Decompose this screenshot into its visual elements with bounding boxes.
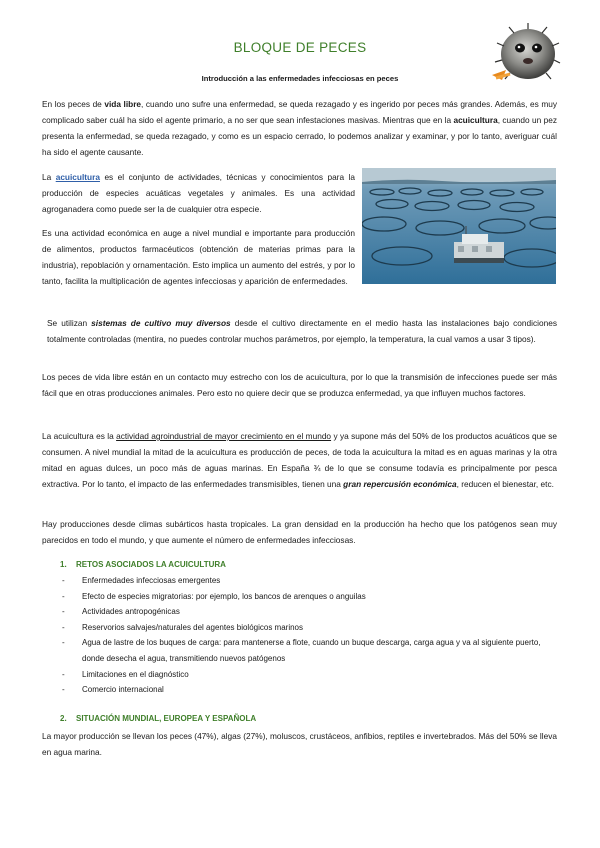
aquaculture-photo bbox=[362, 168, 556, 284]
paragraph-systems bbox=[47, 316, 557, 348]
text-run: La bbox=[42, 172, 56, 182]
text-run: desde el cultivo directamente en el medio hasta las instalaciones bajo condiciones totalmente controladas (mentira, no puedes controlar muchos parámetros, por ejemplo, la temperatura, la cual vamos a usar 3 tipos). bbox=[47, 318, 557, 344]
paragraph-economy: Es una actividad económica en auge a nivel mundial e importante para producción de alimentos, productos farmacéuticos (obtención de materias primas para la industria), repoblación y ornamentación. Esto implica un aumento del estrés, y por lo tanto, facilita la multiplicación de agentes infecciosas y aparición de enfermedades. bbox=[42, 228, 355, 286]
list-item bbox=[62, 682, 562, 698]
list-dash: - bbox=[62, 591, 65, 601]
section-title: RETOS ASOCIADOS LA ACUICULTURA bbox=[76, 560, 226, 569]
text-run: y ya supone más del 50% de los productos acuáticos que se consumen. A nivel mundial la mitad de la acuicultura es producción de peces, de toda la acuicultura la mitad es en aguas marinas y la otra mitad en aguas dulces, un poco más de aguas marinas. En España ¾ de lo que se consume todavía es principalmente por pesca extractiva. Por lo tanto, el impacto de las enfermedades transmisibles, tienen una bbox=[42, 431, 558, 489]
list-item bbox=[62, 589, 562, 605]
list-item-text: Actividades antropogénicas bbox=[82, 607, 180, 617]
list-dash: - bbox=[62, 607, 65, 617]
section-number: 1. bbox=[60, 560, 67, 569]
paragraph-production: La mayor producción se llevan los peces (47%), algas (27%), moluscos, crustáceos, anfibios, reptiles e invertebrados. Más del 50% se lleva en agua marina. bbox=[42, 731, 557, 757]
emphasis-term: sistemas de cultivo muy diversos bbox=[91, 318, 231, 328]
list-dash: - bbox=[62, 638, 65, 648]
text-run: Se utilizan bbox=[47, 318, 92, 328]
list-dash: - bbox=[62, 622, 65, 632]
list-item-text: Limitaciones en el diagnóstico bbox=[82, 669, 189, 679]
bold-term: acuicultura bbox=[453, 114, 498, 125]
text-run: , cuando un pez presenta la enfermedad, se queda rezagado, y como es un espacio cerrado, lo podemos analizar y examinar, y por lo tanto, averiguar cuál ha sido el agente causante. bbox=[42, 114, 557, 157]
acuicultura-link[interactable]: acuicultura bbox=[55, 172, 100, 182]
text-run: En los peces de bbox=[42, 99, 105, 109]
section-title: SITUACIÓN MUNDIAL, EUROPEA Y ESPAÑOLA bbox=[76, 714, 257, 723]
list-item-text: Enfermedades infecciosas emergentes bbox=[82, 576, 221, 585]
list-item-text: Efecto de especies migratorias: por ejemplo, los bancos de arenques o anguilas bbox=[82, 591, 366, 601]
list-item bbox=[62, 620, 562, 636]
underlined-term: actividad agroindustrial de mayor crecimiento en el mundo bbox=[116, 431, 332, 441]
pufferfish-image bbox=[490, 20, 562, 86]
list-item bbox=[62, 573, 562, 589]
list-item bbox=[62, 667, 562, 683]
page-subtitle: Introducción a las enfermedades infecciosas en peces bbox=[201, 74, 399, 83]
section-heading-situacion bbox=[60, 714, 256, 723]
retos-list bbox=[62, 573, 562, 698]
list-item-text: Comercio internacional bbox=[82, 685, 164, 695]
list-dash: - bbox=[62, 576, 65, 585]
list-dash: - bbox=[62, 669, 65, 679]
list-dash: - bbox=[62, 685, 65, 695]
emphasis-term: gran repercusión económica bbox=[343, 478, 457, 489]
text-run: es el conjunto de actividades, técnicas y conocimientos para la producción de especies acuáticas vegetales y animales. Es una actividad agroganadera como puede ser la de cualquier otra especie. bbox=[42, 172, 355, 214]
section-heading-retos bbox=[60, 560, 226, 569]
bold-term: vida libre bbox=[104, 99, 142, 109]
paragraph-definition bbox=[42, 170, 355, 218]
paragraph-wild-vs-farmed: Los peces de vida libre están en un contacto muy estrecho con los de acuicultura, por lo que la transmisión de infecciones puede ser más fácil que en otras producciones animales. Pero esto no quiere decir que se produzca enfermedad, ya que influyen muchos factores. bbox=[42, 372, 557, 398]
list-item-text: Agua de lastre de los buques de carga: para mantenerse a flote, cuando un buque descarga, carga agua y va al siguiente puerto, donde desecha el agua, transmitiendo nuevos patógenos bbox=[82, 638, 541, 663]
list-item bbox=[62, 635, 562, 666]
section-number: 2. bbox=[60, 714, 67, 723]
list-item bbox=[62, 604, 562, 620]
paragraph-climates: Hay producciones desde climas subárticos hasta tropicales. La gran densidad en la producción ha hecho que los patógenos sean muy parecidos en todo el mundo, y que aumente el número de enfermedades infecciosas. bbox=[42, 519, 557, 545]
text-run: La acuicultura es la bbox=[42, 431, 117, 441]
text-run: , reducen el bienestar, etc. bbox=[456, 478, 554, 489]
paragraph-growth bbox=[42, 429, 557, 493]
paragraph-intro bbox=[42, 97, 557, 161]
text-run: , cuando uno sufre una enfermedad, se queda rezagado y es ingerido por peces más grandes. Además, es muy complicado saber cuál ha sido el agente primario, a no ser que sean infestaciones masivas. Mientras que en la bbox=[42, 99, 557, 125]
list-item-text: Reservorios salvajes/naturales del agentes biológicos marinos bbox=[82, 622, 304, 632]
page-title: BLOQUE DE PECES bbox=[233, 40, 367, 55]
